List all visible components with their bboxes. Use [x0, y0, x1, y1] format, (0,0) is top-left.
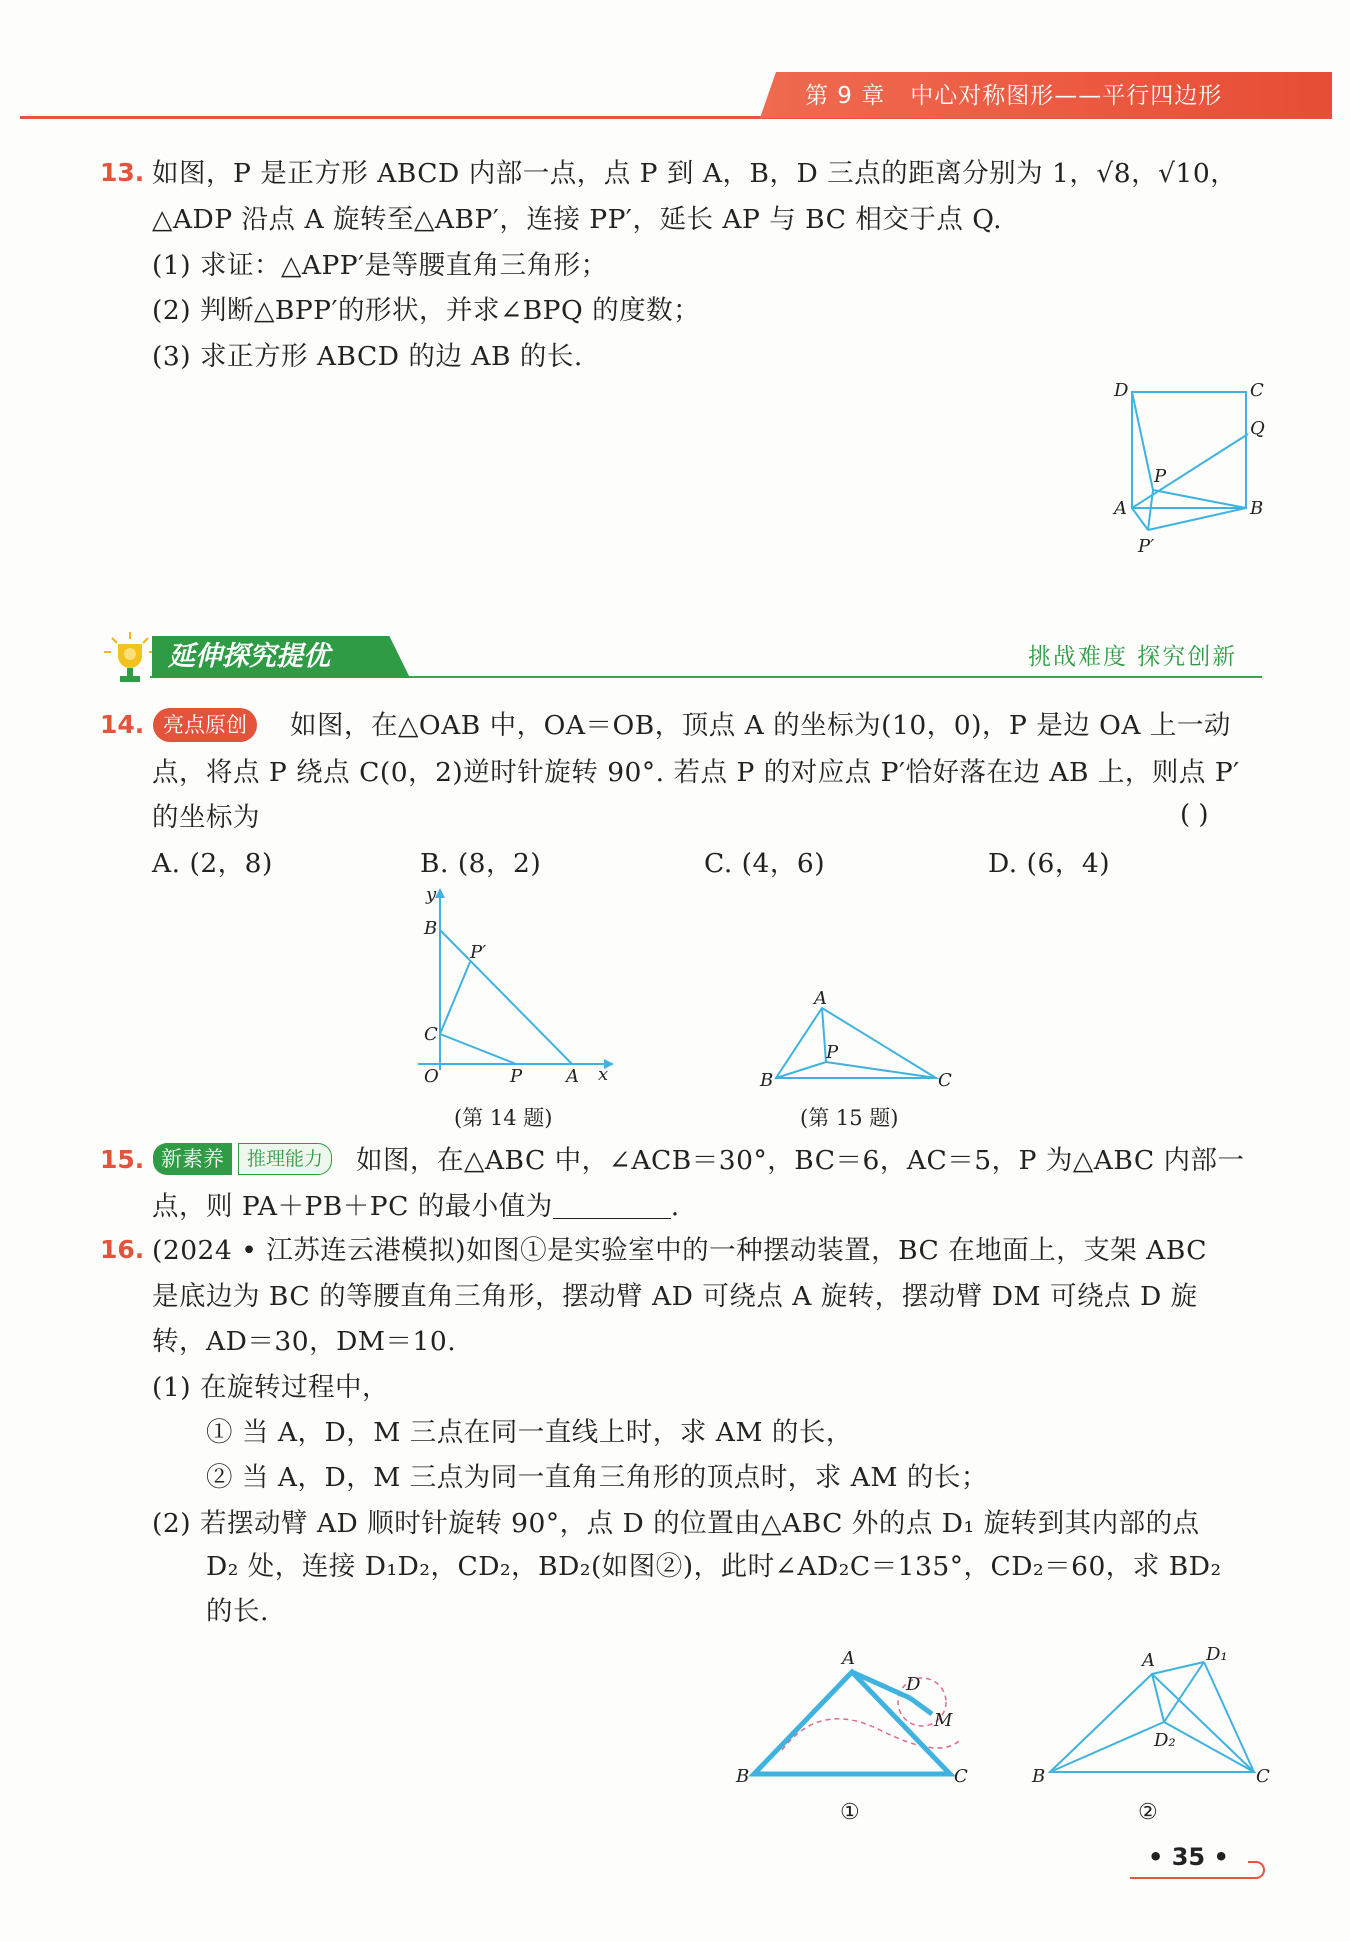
support-abc — [754, 1672, 950, 1774]
q13-part2: (2) 判断△BPP′的形状，并求∠BPQ 的度数； — [152, 295, 701, 326]
label-b: B — [760, 1070, 774, 1090]
q14-option-a: A. (2，8) — [152, 848, 273, 879]
label-b: B — [1032, 1766, 1046, 1787]
q16-part1-sub1: ① 当 A，D，M 三点在同一直线上时，求 AM 的长， — [206, 1417, 853, 1448]
label-a: A — [1142, 1650, 1155, 1671]
label-p-prime: P′ — [1138, 536, 1155, 557]
section-title: 延伸探究提优 — [168, 641, 330, 672]
label-q: Q — [1250, 418, 1265, 439]
label-d2: D₂ — [1154, 1730, 1176, 1751]
section-subtitle: 挑战难度 探究创新 — [1028, 644, 1238, 670]
q14-tag: 亮点原创 — [153, 708, 257, 742]
label-a: A — [842, 1648, 855, 1669]
label-c: C — [954, 1766, 968, 1787]
q15-answer-blank[interactable] — [553, 1188, 671, 1219]
q15-line2-end: . — [670, 1191, 680, 1222]
q13-part3: (3) 求正方形 ABCD 的边 AB 的长. — [152, 341, 583, 372]
label-p-prime: P′ — [470, 942, 487, 963]
label-p: P — [510, 1066, 523, 1087]
label-y: y — [426, 884, 437, 905]
triangle-abc — [1050, 1674, 1254, 1772]
page-number: • 35 • — [1148, 1843, 1229, 1871]
chapter-title: 中心对称图形——平行四边形 — [910, 83, 1223, 109]
label-c: C — [424, 1024, 438, 1045]
q16-part2-line2: D₂ 处，连接 D₁D₂，CD₂，BD₂(如图②)，此时∠AD₂C＝135°，CD₂＝60，求 BD₂ — [206, 1551, 1222, 1582]
label-a: A — [814, 990, 827, 1009]
label-d: D — [1114, 380, 1129, 401]
q15-line2-text: 点，则 PA＋PB＋PC 的最小值为 — [152, 1191, 553, 1222]
segment-bd2 — [1050, 1722, 1164, 1772]
q15-line1: 如图，在△ABC 中，∠ACB＝30°，BC＝6，AC＝5，P 为△ABC 内部一 — [356, 1145, 1245, 1176]
segment-ap2 — [1132, 508, 1148, 530]
chapter-number: 第 9 章 — [805, 83, 886, 109]
segment-pc — [826, 1062, 936, 1078]
q13-line2: △ADP 沿点 A 旋转至△ABP′，连接 PP′，延长 AP 与 BC 相交于点 Q. — [152, 204, 1003, 235]
q13-part1: (1) 求证：△APP′是等腰直角三角形； — [152, 250, 608, 281]
segment-dp — [1132, 392, 1153, 490]
q15-figure — [756, 990, 966, 1090]
q14-figure — [408, 882, 628, 1092]
label-m: M — [934, 1710, 953, 1731]
segment-cp — [440, 1034, 516, 1064]
q15-tag-literacy: 新素养 — [153, 1143, 232, 1175]
label-c: C — [1250, 380, 1264, 401]
q15-tag-reasoning: 推理能力 — [238, 1143, 332, 1175]
square-abcd — [1132, 392, 1246, 508]
q16-part2-line1: (2) 若摆动臂 AD 顺时针旋转 90°，点 D 的位置由△ABC 外的点 D₁ 旋转到其内部的点 — [152, 1508, 1200, 1539]
page-curl-icon — [1240, 1858, 1270, 1882]
label-c: C — [938, 1070, 952, 1090]
q14-line3: 的坐标为 — [152, 802, 260, 833]
segment-ad2 — [1152, 1674, 1164, 1722]
arm-dm — [910, 1698, 932, 1714]
label-d1: D₁ — [1206, 1644, 1228, 1665]
segment-p2b — [1148, 508, 1246, 530]
q14-caption: (第 14 题) — [454, 1106, 553, 1130]
q14-number: 14. — [100, 710, 145, 739]
q16-line2: 是底边为 BC 的等腰直角三角形，摆动臂 AD 可绕点 A 旋转，摆动臂 DM 可绕点 D 旋 — [152, 1281, 1198, 1312]
q14-line1: 如图，在△OAB 中，OA＝OB，顶点 A 的坐标为(10，0)，P 是边 OA 上一动 — [290, 710, 1231, 741]
label-o: O — [424, 1066, 439, 1087]
label-b: B — [1250, 498, 1264, 519]
segment-pb — [1153, 490, 1246, 508]
page-number-rule — [1130, 1877, 1248, 1879]
q16-figure1-caption: ① — [840, 1800, 860, 1825]
q13-line1: 如图，P 是正方形 ABCD 内部一点，点 P 到 A，B，D 三点的距离分别为 1，√8，√10， — [152, 158, 1238, 189]
q16-part1: (1) 在旋转过程中， — [152, 1372, 389, 1403]
q15-number: 15. — [100, 1145, 145, 1174]
q14-answer-paren: ( ) — [1180, 800, 1209, 830]
q14-line2: 点，将点 P 绕点 C(0，2)逆时针旋转 90°. 若点 P 的对应点 P′恰好落在边 AB 上，则点 P′ — [152, 757, 1240, 788]
q14-option-c: C. (4，6) — [704, 848, 826, 879]
chapter-header — [805, 79, 1222, 113]
arm-ad — [852, 1672, 910, 1698]
label-p: P — [826, 1042, 839, 1063]
segment-d1c — [1204, 1662, 1254, 1772]
segment-cp-prime — [440, 962, 470, 1034]
trophy-icon — [100, 630, 160, 690]
q15-line2 — [152, 1187, 680, 1227]
label-a: A — [1114, 498, 1127, 519]
q16-line3: 转，AD＝30，DM＝10. — [152, 1326, 457, 1357]
triangle-abc — [776, 1008, 936, 1078]
label-x: x — [598, 1064, 609, 1085]
q13-number: 13. — [100, 158, 145, 187]
segment-pb — [776, 1062, 826, 1078]
q16-figure2-caption: ② — [1138, 1800, 1158, 1825]
label-b: B — [424, 918, 438, 939]
q16-figure-2 — [1028, 1640, 1290, 1800]
label-d: D — [906, 1674, 921, 1695]
label-c: C — [1256, 1766, 1270, 1787]
q16-number: 16. — [100, 1235, 145, 1264]
segment-ab — [440, 930, 572, 1064]
q16-figure-1 — [730, 1640, 990, 1800]
label-a: A — [566, 1066, 579, 1087]
q14-option-d: D. (6，4) — [988, 848, 1111, 879]
q16-part2-line3: 的长. — [206, 1596, 269, 1627]
q13-figure — [1100, 370, 1280, 570]
q15-caption: (第 15 题) — [800, 1106, 899, 1130]
label-b: B — [736, 1766, 750, 1787]
q14-option-b: B. (8，2) — [420, 848, 542, 879]
label-p: P — [1154, 466, 1167, 487]
q16-part1-sub2: ② 当 A，D，M 三点为同一直角三角形的顶点时，求 AM 的长； — [206, 1462, 988, 1493]
q16-line1: (2024 • 江苏连云港模拟)如图①是实验室中的一种摆动装置，BC 在地面上，支架 ABC — [152, 1235, 1208, 1266]
